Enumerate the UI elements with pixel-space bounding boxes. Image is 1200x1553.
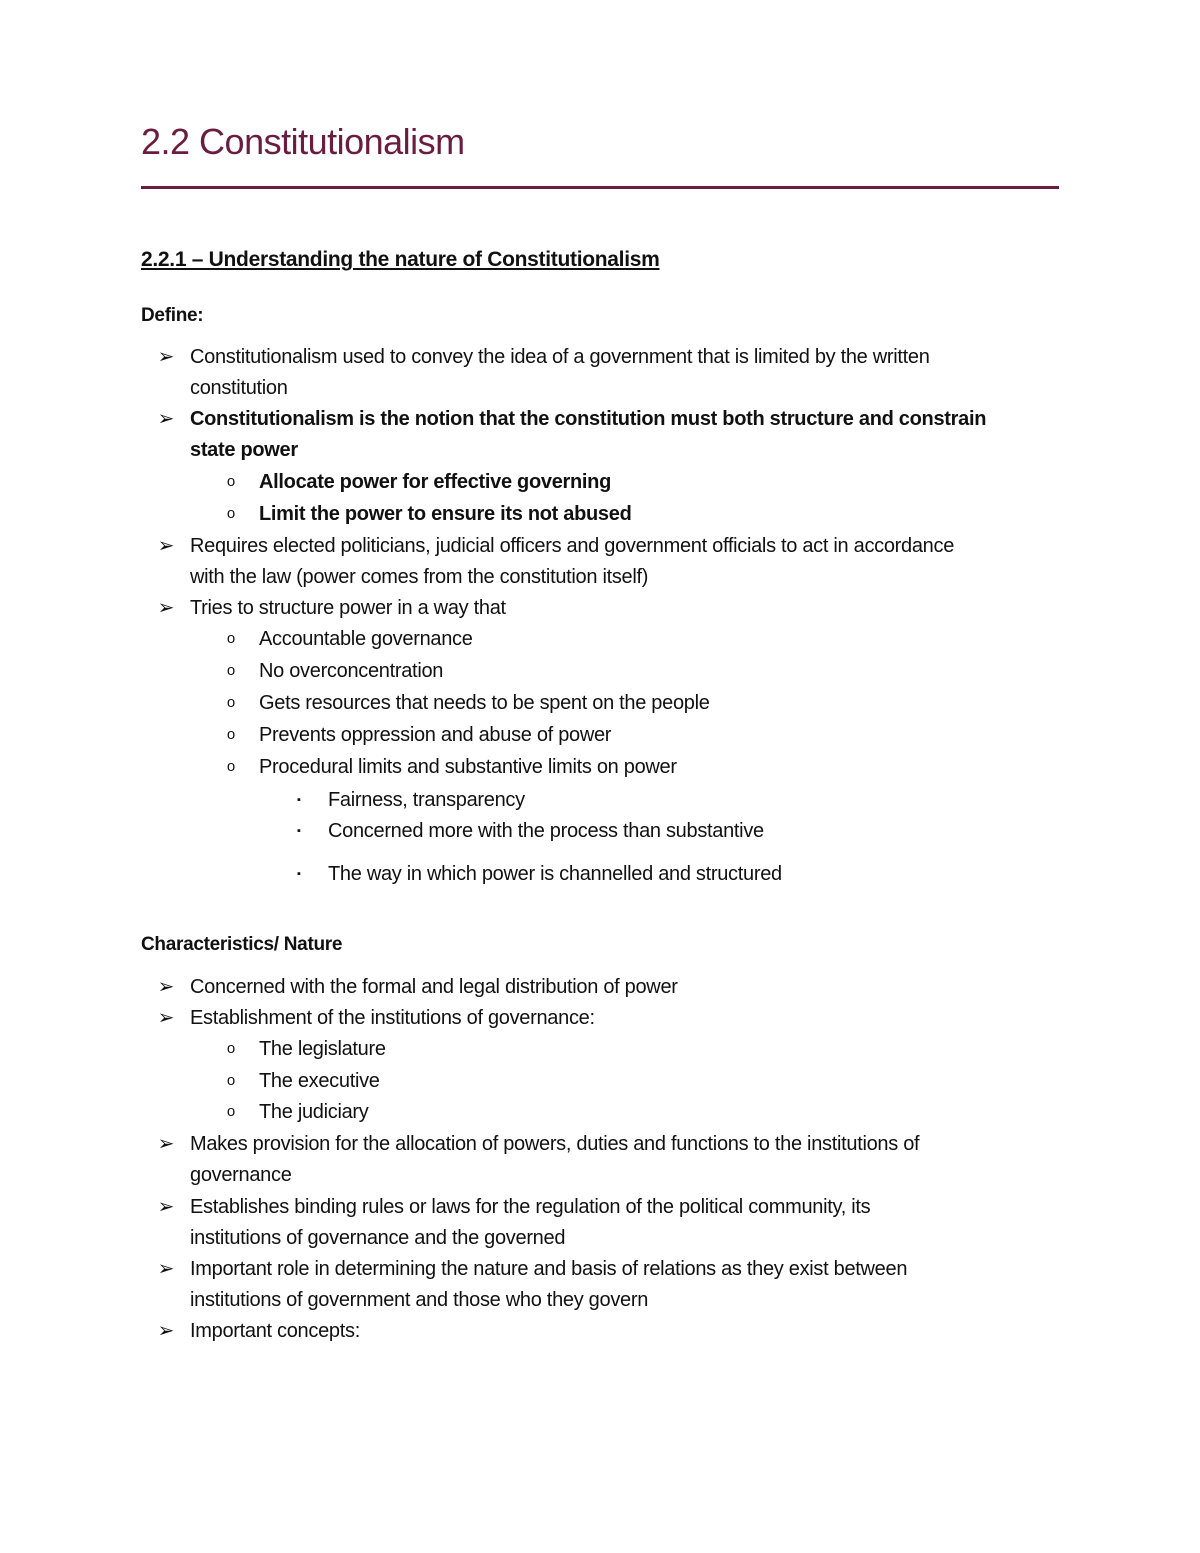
characteristics-item-2-sub-1: The legislature [259, 1038, 386, 1060]
arrow-bullet-icon: ➢ [157, 1320, 175, 1342]
arrow-bullet-icon: ➢ [157, 346, 175, 368]
define-item-4-sub-4: Prevents oppression and abuse of power [259, 724, 612, 746]
circle-bullet-icon: o [226, 726, 236, 743]
define-item-3-line-1: Requires elected politicians, judicial officers and government officials to act in accordance [190, 535, 955, 557]
square-bullet-icon: ▪ [297, 794, 301, 806]
arrow-bullet-icon: ➢ [157, 535, 175, 557]
characteristics-item-2-sub-2: The executive [259, 1070, 380, 1092]
define-item-4-sub-5: Procedural limits and substantive limits on power [259, 756, 677, 778]
define-item-3-line-2: with the law (power comes from the constitution itself) [190, 566, 649, 588]
define-item-4-sub-1: Accountable governance [259, 628, 473, 650]
arrow-bullet-icon: ➢ [157, 976, 175, 998]
arrow-bullet-icon: ➢ [157, 1133, 175, 1155]
circle-bullet-icon: o [226, 505, 236, 522]
define-item-4-line-1: Tries to structure power in a way that [190, 597, 506, 619]
define-item-2-sub-2: Limit the power to ensure its not abused [259, 503, 632, 525]
circle-bullet-icon: o [226, 694, 236, 711]
define-item-2-line-2: state power [190, 439, 298, 461]
section-heading: 2.2.1 – Understanding the nature of Constitutionalism [141, 248, 660, 271]
arrow-bullet-icon: ➢ [157, 597, 175, 619]
define-item-4-sub-5-b: Concerned more with the process than substantive [328, 820, 764, 842]
characteristics-item-5-line-1: Important role in determining the nature and basis of relations as they exist between [190, 1258, 908, 1280]
arrow-bullet-icon: ➢ [157, 1196, 175, 1218]
characteristics-item-3-line-2: governance [190, 1164, 292, 1186]
circle-bullet-icon: o [226, 758, 236, 775]
circle-bullet-icon: o [226, 1103, 236, 1120]
arrow-bullet-icon: ➢ [157, 1258, 175, 1280]
define-item-1-line-1: Constitutionalism used to convey the idea of a government that is limited by the written [190, 346, 930, 368]
square-bullet-icon: ▪ [297, 825, 301, 837]
define-item-2-sub-1: Allocate power for effective governing [259, 471, 612, 493]
arrow-bullet-icon: ➢ [157, 1007, 175, 1029]
characteristics-item-1: Concerned with the formal and legal distribution of power [190, 976, 678, 998]
characteristics-item-4-line-1: Establishes binding rules or laws for the regulation of the political community, its [190, 1196, 871, 1218]
page-title: 2.2 Constitutionalism [141, 121, 465, 162]
characteristics-item-2-sub-3: The judiciary [259, 1101, 369, 1123]
define-label: Define: [141, 305, 204, 326]
define-item-2-line-1: Constitutionalism is the notion that the constitution must both structure and constrain [190, 408, 987, 430]
characteristics-item-2: Establishment of the institutions of governance: [190, 1007, 595, 1029]
characteristics-label: Characteristics/ Nature [141, 934, 343, 955]
circle-bullet-icon: o [226, 1040, 236, 1057]
characteristics-item-4-line-2: institutions of governance and the governed [190, 1227, 566, 1249]
define-item-4-sub-2: No overconcentration [259, 660, 444, 682]
define-item-4-sub-5-c: The way in which power is channelled and structured [328, 863, 782, 885]
characteristics-item-6: Important concepts: [190, 1320, 360, 1342]
define-item-1-line-2: constitution [190, 377, 288, 399]
square-bullet-icon: ▪ [297, 868, 301, 880]
circle-bullet-icon: o [226, 630, 236, 647]
characteristics-item-5-line-2: institutions of government and those who they govern [190, 1289, 649, 1311]
circle-bullet-icon: o [226, 473, 236, 490]
define-item-4-sub-5-a: Fairness, transparency [328, 789, 525, 811]
title-rule [141, 186, 1059, 189]
circle-bullet-icon: o [226, 1072, 236, 1089]
arrow-bullet-icon: ➢ [157, 408, 175, 430]
characteristics-item-3-line-1: Makes provision for the allocation of powers, duties and functions to the institutions of [190, 1133, 920, 1155]
circle-bullet-icon: o [226, 662, 236, 679]
define-item-4-sub-3: Gets resources that needs to be spent on the people [259, 692, 710, 714]
